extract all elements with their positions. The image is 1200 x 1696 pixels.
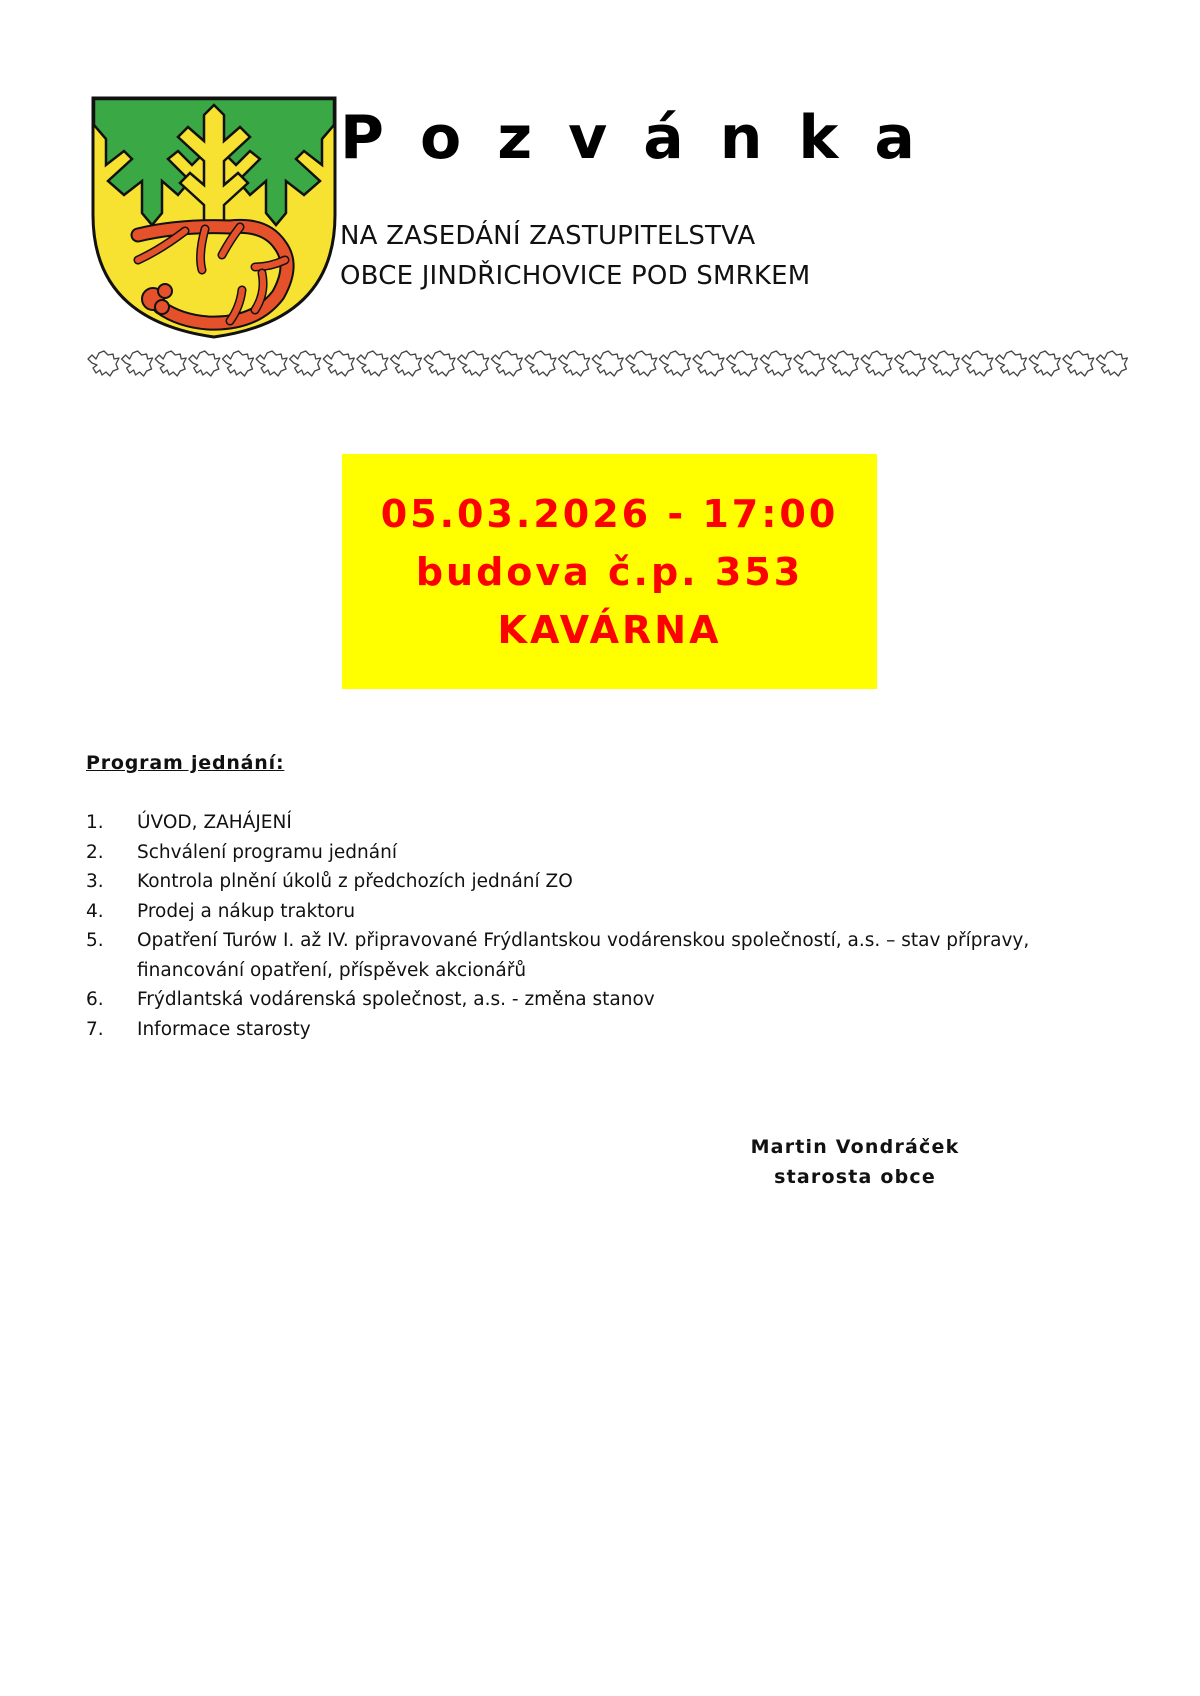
- program-item-text: Prodej a nákup traktoru: [137, 900, 356, 922]
- program-item-number: 2.: [86, 841, 104, 863]
- program-item-number: 1.: [86, 812, 104, 833]
- program-item: [86, 838, 1126, 868]
- program-item-text: Opatření Turów I. až IV. připravované Frýdlantskou vodárenskou společností, a.s. – stav přípravy, financování opatření, příspěvek akcionářů: [137, 930, 1030, 981]
- program-item-number: 3.: [86, 871, 104, 892]
- invitation-subtitle: [340, 216, 810, 296]
- program-item: [86, 985, 1126, 1015]
- program-item-text: Schválení programu jednání: [137, 841, 397, 863]
- program-item: [86, 808, 1126, 838]
- subtitle-line: OBCE JINDŘICHOVICE POD SMRKEM: [340, 261, 811, 291]
- program-item-text: Kontrola plnění úkolů z předchozích jednání ZO: [137, 871, 573, 892]
- program-item-number: 7.: [86, 1018, 104, 1040]
- leaf-ornament-border-icon: [86, 348, 1128, 378]
- invitation-title: Pozvánka: [340, 103, 951, 173]
- event-venue: KAVÁRNA: [497, 607, 722, 652]
- program-item-text: Informace starosty: [137, 1018, 311, 1040]
- program-heading: Program jednání:: [86, 752, 285, 774]
- program-item: [86, 926, 1126, 985]
- event-date-time: 05.03.2026 - 17:00: [380, 491, 839, 536]
- program-item: [86, 1015, 1126, 1045]
- program-item-text: ÚVOD, ZAHÁJENÍ: [137, 812, 292, 833]
- program-item: [86, 897, 1126, 927]
- program-item-text: Frýdlantská vodárenská společnost, a.s. - změna stanov: [137, 989, 655, 1010]
- program-item-number: 5.: [86, 930, 104, 951]
- signature-block: [740, 1132, 970, 1192]
- coat-of-arms: [90, 95, 338, 340]
- event-info-box: [342, 454, 877, 689]
- program-list: [86, 808, 1126, 1044]
- program-item-number: 4.: [86, 900, 104, 922]
- program-item: [86, 867, 1126, 897]
- program-item-number: 6.: [86, 989, 104, 1010]
- municipal-coat-of-arms-icon: [90, 95, 338, 340]
- subtitle-line: NA ZASEDÁNÍ ZASTUPITELSTVA: [340, 221, 756, 251]
- signatory-name: Martin Vondráček: [750, 1136, 960, 1158]
- ornament-divider: [86, 348, 1128, 378]
- event-building: budova č.p. 353: [415, 549, 804, 594]
- signatory-role: starosta obce: [774, 1166, 936, 1188]
